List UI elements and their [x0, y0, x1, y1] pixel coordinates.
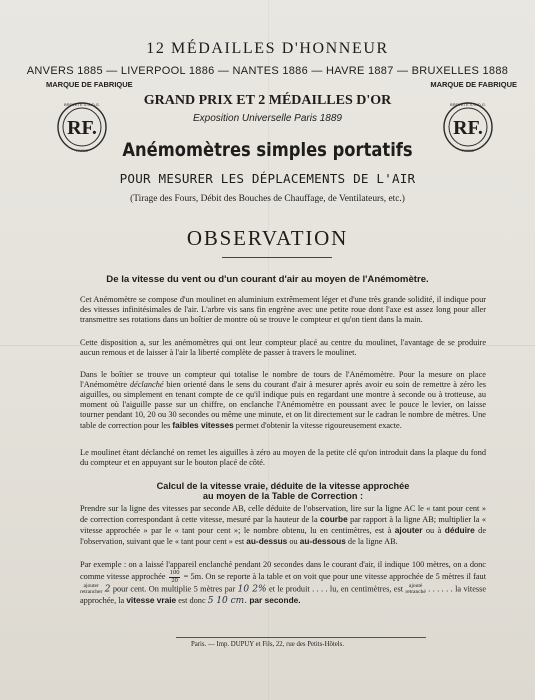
- paragraph-correction-method: [80, 504, 486, 547]
- example-text-f: est donc: [176, 596, 208, 606]
- section-subheading: De la vitesse du vent ou d'un courant d'air au moyen de l'Anémomètre.: [106, 274, 429, 285]
- method-text-a: Prendre sur la ligne des vitesses par seconde AB, celle déduite de l'observation, lire sur la ligne AC le « tant pour cent » de correction correspondant à cette vitesse, mesuré par la hauteur de la: [80, 504, 486, 525]
- seal-top-text-left: BREVETÉ S.G.D.G.: [63, 102, 101, 107]
- paragraph-reset: Le moulinet étant déclanché on remet les aiguilles à zéro au moyen de la petite clé qu'on introduit dans la plaque du fond du compteur et en appuyant sur le bouton placé de côté.: [80, 448, 486, 468]
- example-bold: vitesse vraie: [126, 595, 177, 606]
- product-title: Anémomètres simples portatifs: [122, 139, 413, 161]
- calc-heading-line-2: au moyen de la Table de Correction :: [202, 491, 364, 501]
- procedure-text-a: Dans le boîtier se trouve un compteur qui totalise le nombre de tours de l'Anémomètre. Pour la mesure on place l'Anémomètre: [80, 370, 486, 390]
- medals-heading: 12 MÉDAILLES D'HONNEUR: [146, 40, 389, 57]
- handwritten-multiplier: 10 2%: [237, 584, 267, 595]
- example-text-a: Par exemple : on a laissé l'appareil enclanché pendant 20 secondes dans le courant d'air, il indique 100 mètres, on a donc comme vitesse approchée: [80, 560, 486, 581]
- method-text-e: ou: [287, 537, 300, 547]
- example-choice-1: ajouter retrancher: [80, 583, 103, 595]
- example-choice-2: ajouté retranché: [405, 583, 426, 595]
- trademark-label-right: MARQUE DE FABRIQUE: [430, 80, 517, 89]
- procedure-text-c: permet d'obtenir la vitesse rigoureusement exacte.: [233, 421, 402, 431]
- section-heading: OBSERVATION: [186, 226, 349, 250]
- paragraph-procedure: [80, 370, 486, 432]
- method-text-d: de l'observation, suivant que le « tant pour cent » est: [80, 526, 487, 547]
- procedure-bold: faibles vitesses: [172, 420, 234, 431]
- method-bold-2: ajouter: [394, 525, 423, 536]
- method-bold-1: courbe: [320, 514, 348, 525]
- fraction-numerator: 100: [169, 569, 180, 577]
- fraction-denominator: 20: [171, 576, 178, 584]
- example-text-d: et le produit . . . . lu, en centimètres, est: [266, 584, 406, 594]
- method-text-f: de la ligne AB.: [345, 537, 398, 547]
- procedure-text-b: bien orienté dans le sens du courant d'air à mesurer après avoir eu soin de remettre à zéro les aiguilles, ou simplement en tenant compte de ce qu'il indique puis en regardant une montre à seconde ou à trotteuse, au moment où l'aiguille passe sur un chiffre, on enclanche l'Anémomètre en poussant avec le pouce le levier, on laisse tourner pendant 10, 20 ou 30 secondes ou même une minute, et on lit directement sur le cadran le nombre de mètres. Une table de correction pour les: [80, 380, 487, 431]
- seal-letters-left: RF.: [67, 117, 97, 139]
- method-text-b: par rapport à la ligne AB; multiplier la « vitesse approchée » par le « tant pour cent »; le nombre obtenu, lu en centimètres, est à: [80, 515, 486, 536]
- handwritten-result: 5 10 cm.: [207, 596, 248, 607]
- heading-rule: [222, 257, 332, 258]
- method-bold-4: au-dessus: [246, 536, 288, 547]
- trademark-label-left: MARQUE DE FABRIQUE: [46, 80, 133, 89]
- footer-rule: [176, 637, 426, 638]
- method-text-c: ou à: [422, 526, 445, 536]
- grand-prix-heading: GRAND PRIX ET 2 MÉDAILLES D'OR: [143, 93, 392, 108]
- example-text-b: = 5m. On se reporte à la table et on voit que pour une vitesse approchée de 5 mètres il faut: [181, 572, 487, 581]
- seal-bottom-text-left: PARIS: [76, 148, 88, 153]
- exhibition-cities: ANVERS 1885 — LIVERPOOL 1886 — NANTES 1886 — HAVRE 1887 — BRUXELLES 1888: [26, 65, 509, 77]
- example-fraction: [169, 570, 181, 584]
- seal-top-text-right: BREVETÉ S.G.D.G.: [449, 102, 487, 107]
- paragraph-description: Cet Anémomètre se compose d'un moulinet en aluminium extrêmement léger et d'une très grande solidité, il indique pour des vitesses infinitésimales de l'air. L'arbre vis sans fin engrène avec une petite roue dont l'axe est assez long pour aller transmettre ses rotations dans un boîtier de montre où se trouve le compteur et qu'on tient dans la main.: [80, 295, 486, 325]
- procedure-emphasis: déclanché: [129, 380, 164, 390]
- method-bold-3: déduire: [444, 525, 475, 536]
- product-purpose: POUR MESURER LES DÉPLACEMENTS DE L'AIR: [119, 171, 416, 186]
- handwritten-percent: 2: [104, 584, 111, 595]
- calc-heading-line-1: Calcul de la vitesse vraie, déduite de la vitesse approchée: [156, 481, 410, 491]
- example-text-c: pour cent. On multiplie 5 mètres par: [110, 584, 238, 594]
- paragraph-example: [80, 560, 486, 606]
- printer-imprint: Paris. — Imp. DUPUY et Fils, 22, rue des Petits-Hôtels.: [190, 641, 345, 648]
- seal-bottom-text-right: PARIS: [462, 148, 474, 153]
- product-uses: (Tirage des Fours, Débit des Bouches de Chauffage, de Ventilateurs, etc.): [130, 194, 405, 204]
- method-bold-5: au-dessous: [299, 536, 346, 547]
- paragraph-advantage: Cette disposition a, sur les anémomètres qui ont leur compteur placé au centre du moulinet, l'avantage de se produire aucun remous et de laisser à l'air la liberté complète de passer à travers le moulinet.: [80, 338, 486, 358]
- example-text-e: . . . . . . la vitesse approchée, la: [80, 584, 487, 606]
- exposition-line: Exposition Universelle Paris 1889: [193, 113, 342, 124]
- seal-letters-right: RF.: [453, 117, 483, 139]
- example-text-g: par seconde.: [247, 595, 301, 606]
